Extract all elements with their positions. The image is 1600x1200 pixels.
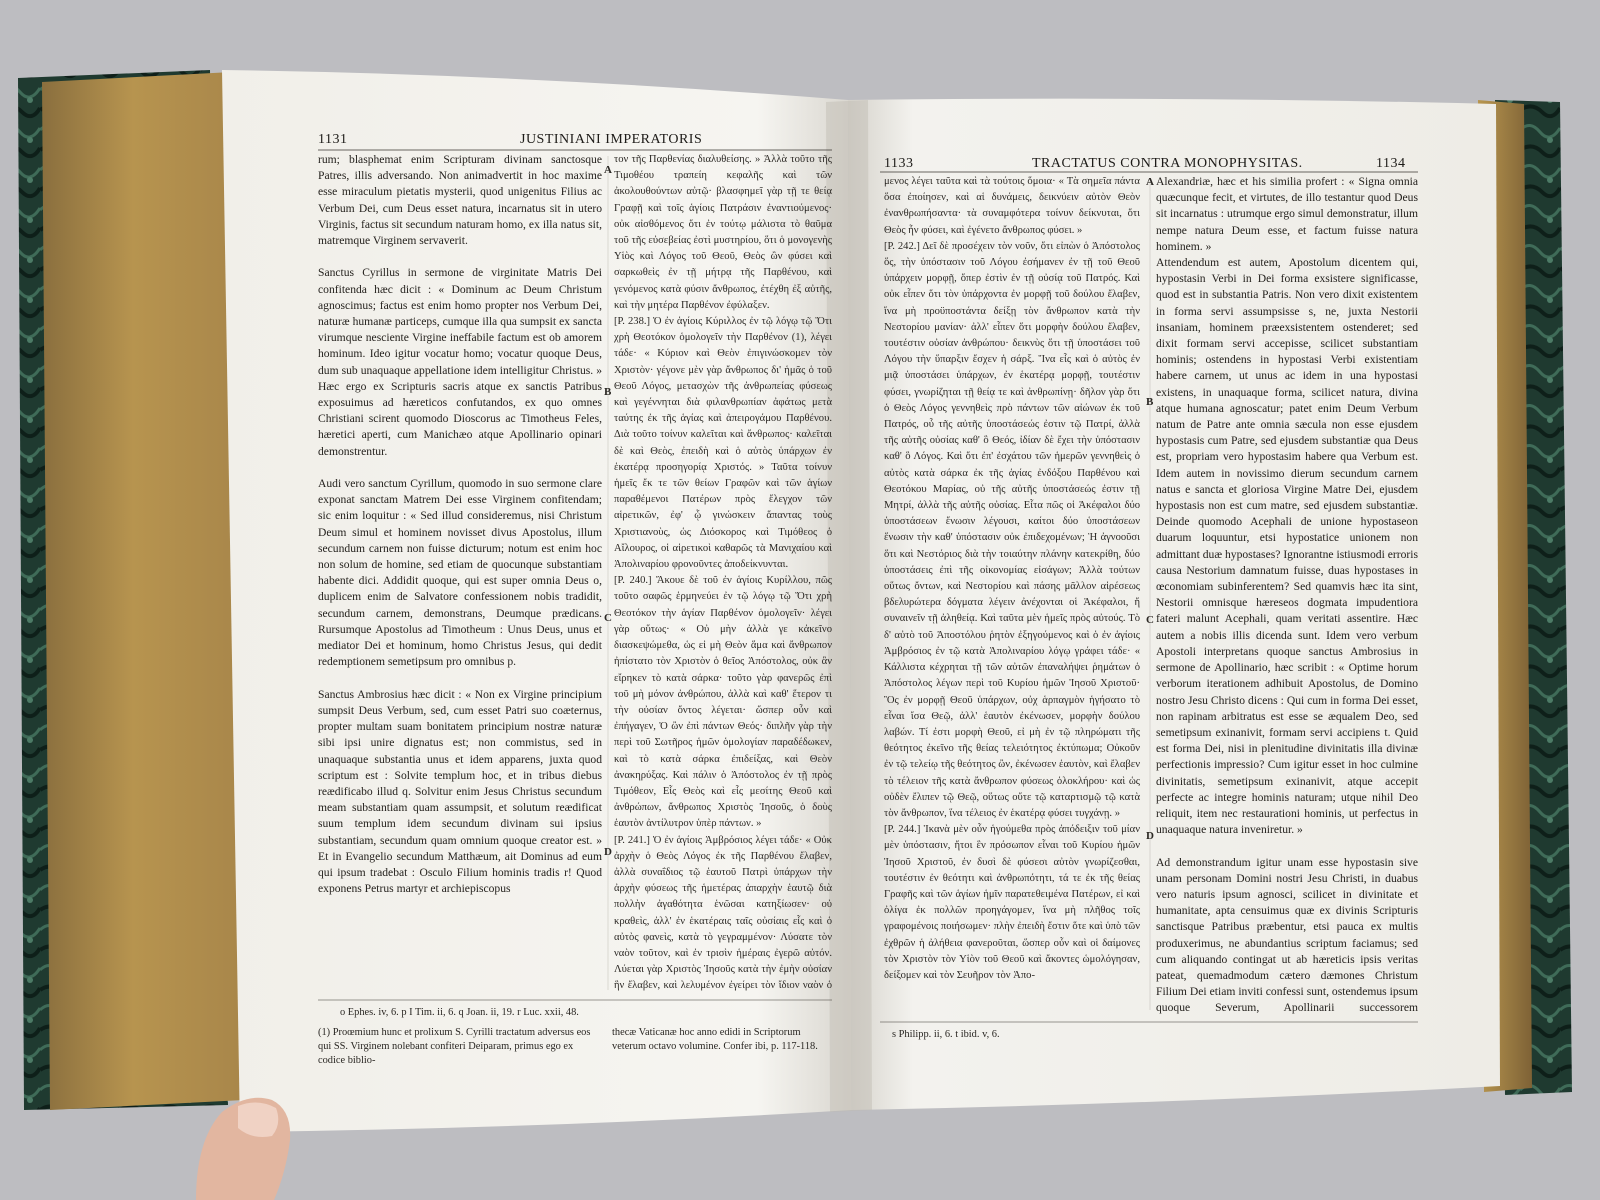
- left-footnote-1: (1) Proœmium hunc et prolixum S. Cyrilli tractatum adversus eos qui SS. Virginem nolebant confiteri Deiparam, primus ego ex codice biblio-: [318, 1027, 591, 1066]
- left-running-head: JUSTINIANI IMPERATORIS: [520, 132, 703, 147]
- margin-letter-d-right: D: [1146, 830, 1154, 842]
- margin-letter-a-right: A: [1146, 176, 1154, 188]
- margin-letter-c-left: C: [604, 612, 612, 624]
- margin-letter-d-left: D: [604, 846, 612, 858]
- margin-letter-b-right: B: [1146, 396, 1154, 408]
- left-page-edges: [42, 72, 244, 1110]
- right-latin-column: Alexandriæ, hæc et his similia profert : « Signa omnia quæcunque fecit, et virtutes, de illo testantur quod Deus sit incarnatus : utrumque ergo simul demonstratur, illum nempe natura Deum esse, et factum fuisse natura hominem. » Attendendum est autem, Apostolum dicentem qui, hypostasin Verbi in Dei forma exsistere significasse, quod est in substantia Patris. Non vero dixit existentem in forma servi assumpsisse s, ne, juxta Nestorii insaniam, hominem præexsistentem ostenderet; sed dixit formam servi accepisse, scilicet substantiam hominis; ostendens in hypostasi Verbi existentiam habere carnem, ut unus ac idem in una hypostasi existens, in unaquaque forma, scilicet natura, divina atque humana agnoscatur; patet enim Deum Verbum natum de Patre ante omnia sæcula non esse ejusdem hypostasis cum Patre, sed ejusdem substantiæ qua Deus est, propriam vero hypostasim habere qua Verbum est. Idem autem in novissimo dierum secundum carnem natus e sancta et gloriosa Virgine Matre Dei, ejusdem hypostasis non est cum matre, sed ejusdem substantiæ. Deinde quomodo Acephali de unione hypostaseon duarum loquuntur, etsi hypostatice unionem non admittant duæ hypostases? Ignorantne istiusmodi erroris causa Nestorium damnatum fuisse, duas hypostases in œconomiam subinferentem? Sed quamvis hæc ita sint, Nestorii omnisque hæreseos dogmata impudentiora fateri malunt Acephali, quam veritati assentire. Hæc autem a nobis illis dicenda sunt. Idem vero verbum Apostoli interpretans quoque sanctus Ambrosius in sermone de Apollinario, hæc scribit : « Optime horum verborum iterationem adhibuit Apostolus, de Domino nostro Jesu Christo dicens : Qui cum in forma Dei esset, non rapinam arbitratus est esse se æqualem Deo, sed semetipsum exinanivit, formam servi accipiens t. Quid est forma Dei, nisi in plenitudine divinitatis illa divinæ perfectionis impressio? Cum igitur esset in hoc culmine divinitatis, semetipsum exinanivit, atque accepit perfecte ac integre hominis naturam; utque nihil Deo reliquit, item nec restaurationi hominis, ut perfectus in unaquaque natura inveniretur. » Ad demonstrandum igitur unam esse hypostasin sive unam personam Domini nostri Jesu Christi, in duabus vero naturis ipsum agnosci, scilicet in divinitate et humanitate, apta censuimus quæ ex divinis Scripturis sanctisque Patribus præbentur, etsi pauca ex multis produxerimus, ne abundantius scriptum faciamus; sed cum aliquando contingat ut ab hæreticis ipsis veritas pateat, quemadmodum cætero dæmones Christum Filium Dei etiam inviti confessi sunt, ostendemus ipsum quoque Severum, Apollinarii successorem: [1156, 175, 1418, 1014]
- margin-letter-c-right: C: [1146, 614, 1154, 626]
- left-greek-column: τον τῆς Παρθενίας διαλυθείσης. » Ἀλλὰ τοῦτο τῆς Τιμοθέου τραπείη κεφαλῆς καὶ τῶν ἀκολουθούντων αὐτῷ· βλασφημεῖ γὰρ τῇ τε θείᾳ Γραφῇ καὶ τοῖς ἁγίοις Πατράσιν ἐναντιούμενος· οὐκ αἰσθόμενος ὅτι ἐν τούτῳ μάλιστα τὸ θαῦμα τοῦ τῆς εὐσεβείας ἐστὶ μυστηρίου, ὅτι ὁ μονογενὴς Υἱὸς καὶ Λόγος τοῦ Θεοῦ, Θεὸς ὢν φύσει καὶ σαρκωθεὶς ἐν τῇ μήτρᾳ τῆς Παρθένου, καὶ γενόμενος κατὰ φύσιν ἄνθρωπος, ἐτέχθη ἐξ αὐτῆς, καὶ τὴν μητέρα Παρθένον ἐφύλαξεν. [P. 238.] Ὁ ἐν ἁγίοις Κύριλλος ἐν τῷ λόγῳ τῷ Ὅτι χρὴ Θεοτόκον ὁμολογεῖν τὴν Παρθένον (1), λέγει τάδε· « Κύριον καὶ Θεὸν ἐπιγινώσκομεν τὸν Χριστὸν· γέγονε μὲν γὰρ ἄνθρωπος δι' ἡμᾶς ὁ τοῦ Θεοῦ Λόγος, μετασχὼν τῆς ἀνθρωπείας φύσεως καὶ γεγέννηται διὰ φιλανθρωπίαν ἀφάτως μετὰ ταύτης ἐκ τῆς ἁγίας καὶ ἀπειρογάμου Παρθένου. Διὰ τοῦτο τοίνυν καλεῖται καὶ ἄνθρωπος· καλεῖται δὲ καὶ Θεὸς, ἐπειδὴ καὶ ὁ αὐτὸς ὑπάρχων ἐν ἑκατέρᾳ προσηγορίᾳ Χριστός. » Ταῦτα τοίνυν ἡμεῖς ἔκ τε τῶν θείων Γραφῶν καὶ τῶν ἁγίων παραθέμενοι Πατέρων πρὸς ἔλεγχον τῶν αἱρετικῶν, ἐφ' ᾧ γινώσκειν ἅπαντας τοὺς Χριστιανοὺς, ὡς Διόσκορος καὶ Τιμόθεος ὁ Αἴλουρος, οἱ αἱρετικοὶ καθαρῶς τὰ Μανιχαίου καὶ Ἀπολιναρίου φρονοῦντες ἀποδείκνυνται. [P. 240.] Ἄκουε δὲ τοῦ ἐν ἁγίοις Κυρίλλου, πῶς τοῦτο σαφῶς ἑρμηνεύει ἐν τῷ λόγῳ τῷ Ὅτι χρὴ Θεοτόκον τὴν ἁγίαν Παρθένον ὁμολογεῖν· λέγει γὰρ οὕτως· « Οὐ μὴν ἀλλὰ γε κἀκεῖνο διασκεψώμεθα, ὡς εἰ μὴ Θεὸν ἅμα καὶ ἄνθρωπον ἠπίστατο τὸν Χριστὸν ὁ θεῖος Ἀπόστολος, οὐκ ἂν εἴρηκεν τὸ κατὰ σάρκα· τοῦτο γὰρ φανερῶς ἐπὶ τοῦ μὴ μόνον ἀνθρώπου, ἀλλὰ καὶ καθ' ἕτερον τι τὴν οὐσίαν ὄντος λέγεται· ὥσπερ οὖν καὶ ἐπήγαγεν, Ὁ ὢν ἐπὶ πάντων Θεός· διπλῆν γὰρ τὴν περὶ τοῦ Σωτῆρος ἡμῶν ὁμολογίαν παραδέδωκεν, καὶ τὸ κατὰ σάρκα ἐπιδείξας, καὶ Θεὸν ἀνακηρύξας. Καὶ πάλιν ὁ Ἀπόστολος ἐν τῇ πρὸς Τιμόθεον, Εἷς Θεὸς καὶ εἷς μεσίτης Θεοῦ καὶ ἀνθρώπων, ἄνθρωπος Χριστὸς Ἰησοῦς, ὁ δοὺς ἑαυτὸν ἀντίλυτρον ὑπὲρ πάντων. » [P. 241.] Ὁ ἐν ἁγίοις Ἀμβρόσιος λέγει τάδε· « Οὐκ ἀρχὴν ὁ Θεὸς Λόγος ἐκ τῆς Παρθένου ἔλαβεν, ἀλλὰ συναΐδιος τῷ ἑαυτοῦ Πατρὶ ὑπάρχων τὴν ἀρχὴν φύσεως τῆς ἡμετέρας ἀπαρχὴν ἑαυτῷ διὰ πολλὴν ἀγαθότητα ἑνῶσαι κατηξίωσεν· οὐ κραθεὶς, ἀλλ' ἐν ἑκατέραις ταῖς οὐσίαις εἷς καὶ ὁ αὐτὸς φανεὶς, κατὰ τὸ γεγραμμένον· Λύσατε τὸν ναὸν τοῦτον, καὶ ἐν τρισὶν ἡμέραις ἐγερῶ αὐτόν. Λύεται γὰρ Χριστὸς Ἰησοῦς κατὰ τὴν ἐμὴν οὐσίαν ἣν ἔλαβεν, καὶ λελυμένον ἐγείρει τὸν ἴδιον ναὸν ὁ: [614, 154, 832, 992]
- right-page-number-right: 1134: [1376, 156, 1406, 171]
- left-page-number: 1131: [318, 132, 348, 147]
- left-latin-column: rum; blasphemat enim Scripturam divinam sanctosque Patres, illis adversando. Non animadvertit in hoc maxime esse miraculum pietatis mysterii, quod unigenitus Filius ac Verbum Dei, cum Deus esset natura, incarnatus sit in utero Virginis, factus sit secundum naturam homo, ex illa natus sit, matremque Virginem servaverit. Sanctus Cyrillus in sermone de virginitate Matris Dei confitenda hæc dicit : « Dominum ac Deum Christum agnoscimus; factus est enim homo propter nos Verbum Dei, naturæ humanæ particeps, cumque illa qua sumpsit ex sancta virumque nesciente Virgine ineffabile factum est ob amorem hominum. Ideo igitur vocatur homo; vocatur quoque Deus, dum sub unaquaque appellatione idem intelligitur Christus. » Hæc ergo ex Scripturis sacris atque ex sanctis Patribus exposuimus ad hæreticos confutandos, ex quo omnes Christiani scirent quomodo Dioscorus ac Timotheus Feles, hæretici aperti, cum Manichæo atque Apollinario opinari demonstrentur. Audi vero sanctum Cyrillum, quomodo in suo sermone clare exponat sanctam Matrem Dei esse Virginem confitendam; sic enim loquitur : « Sed illud consideremus, nisi Christum Deum simul et hominem novisset divus Apostolus, illum secundum carnem non fuisse dicturum; notum est enim hoc non solum de homine, sed etiam de quocunque substantiam habente dici. Addidit quoque, qui est super omnia Deus o, duplicem enim de Salvatore confessionem nobis tradidit, secundum carnem, demonstrans, Deumque prædicans. Rursumque Apostolus ad Timotheum : Unus Deus, unus et mediator Dei et hominum, homo Christus Jesus, qui dedit redemptionem semetipsum pro omnibus p. Sanctus Ambrosius hæc dicit : « Non ex Virgine principium sumpsit Deus Verbum, sed, cum esset Patri suo coæternus, propter multam suam bonitatem principium nostræ naturæ sibi ipsi unire dignatus est; non commistus, sed in unaquaque substantia unus et idem apparens, juxta quod scriptum est : Solvite templum hoc, et in tribus diebus reædificabo illud q. Solvitur enim Jesus Christus secundum meam substantiam quam assumpsit, et solutum reædificat suum templum idem secundum divinam sui ipsius substantiam, secundum quam omnium quoque creator est. » Et in Evangelio secundum Matthæum, ait Dominus ad eum qui ipsum tradebat : Osculo Filium hominis tradis r! Quod exponens Petrus martyr et archiepiscopus: [318, 153, 602, 896]
- thumbnail-nail: [238, 1102, 278, 1137]
- margin-letter-a-left: A: [604, 164, 612, 176]
- left-footnote-refs: o Ephes. iv, 6. p I Tim. ii, 6. q Joan. ii, 19. r Luc. xxii, 48.: [340, 1007, 579, 1018]
- right-footnote-refs: s Philipp. ii, 6. t ibid. v, 6.: [892, 1029, 1000, 1040]
- right-running-head: TRACTATUS CONTRA MONOPHYSITAS.: [1032, 156, 1303, 171]
- right-greek-column: μενος λέγει ταῦτα καὶ τὰ τούτοις ὅμοια· « Τὰ σημεῖα πάντα ὅσα ἐποίησεν, καὶ αἱ δυνάμεις, δεικνύειν αὐτὸν Θεὸν ἐνανθρωπήσαντα· τὰ συναμφότερα τοίνυν δείκνυται, ὅτι Θεὸς ἦν φύσει, καὶ ἐγένετο ἄνθρωπος φύσει. » [P. 242.] Δεῖ δὲ προσέχειν τὸν νοῦν, ὅτι εἰπὼν ὁ Ἀπόστολος ὅς, τὴν ὑπόστασιν τοῦ Λόγου ἐσήμανεν ἐν τῇ τοῦ Θεοῦ ὑπάρχειν μορφῇ, ὅπερ ἐστὶν ἐν τῇ οὐσίᾳ τοῦ Πατρός. Καὶ οὐκ εἶπεν ὅτι τὸν ὑπάρχοντα ἐν μορφῇ τοῦ δούλου ἔλαβεν, ἵνα μὴ προϋποστάντα δείξῃ τὸν ἄνθρωπον κατὰ τὴν Νεστορίου μανίαν· ἀλλ' εἶπεν ὅτι μορφὴν δούλου ἔλαβεν, τουτέστιν οὐσίαν ἀνθρώπου· δεικνὺς ὅτι τῇ ὑποστάσει τοῦ Λόγου τὴν ὕπαρξιν ἔσχεν ἡ σάρξ. Ἵνα εἷς καὶ ὁ αὐτὸς ἐν μιᾷ ὑποστάσει ὑπάρχων, ἐν ἑκατέρᾳ μορφῇ, τουτέστιν φύσει, γνωρίζηται τῇ θείᾳ τε καὶ ἀνθρωπίνῃ· δῆλον γὰρ ὅτι ὁ Θεὸς Λόγος γεννηθεὶς πρὸ πάντων τῶν αἰώνων ἐκ τοῦ Πατρός, οὗ τῆς αὐτῆς ὑποστάσεώς ἐστιν τῷ Πατρί, ἀλλὰ τῆς αὐτῆς οὐσίας καθ' ὃ Θεός, ἰδίαν δὲ ἔχει τὴν ὑπόστασιν καθ' ὃ Λόγος. Καὶ ὅτι ἐπ' ἐσχάτου τῶν ἡμερῶν γεννηθεὶς ὁ αὐτὸς κατὰ σάρκα ἐκ τῆς ἁγίας ἐνδόξου Παρθένου καὶ Θεοτόκου Μαρίας, οὐ τῆς αὐτῆς ὑποστάσεώς ἐστιν τῇ Μητρί, ἀλλὰ τῆς αὐτῆς οὐσίας. Εἶτα πῶς οἱ Ἀκέφαλοι δύο ὑποστάσεων ἕνωσιν λέγουσι, καίτοι δύο ὑποστάσεων ἕνωσιν τὴν καθ' ὑπόστασιν οὐκ ἐπιδεχομένων; Ἡ ἀγνοοῦσι ὅτι καὶ Νεστόριος διὰ τὴν τοιαύτην πλάνην κατεκρίθη, δύο ὑποστάσεις ἐπὶ τῆς οἰκονομίας εἰσάγων; Ἀλλὰ τούτων οὕτως ὄντων, καὶ Νεστορίου καὶ πάσης μᾶλλον αἱρέσεως βδελυρώτερα δόγματα λέγειν ἀνέχονται οἱ Ἀκέφαλοι, ἤ συναινεῖν τῇ ἀληθείᾳ. Καὶ ταῦτα μὲν ἡμεῖς πρὸς αὐτούς. Τὸ δ' αὐτὸ τοῦ Ἀποστόλου ῥητὸν ἐξηγούμενος καὶ ὁ ἐν ἁγίοις Ἀμβρόσιος ἐν τῷ κατὰ Ἀπολιναρίου λόγῳ γράφει τάδε· « Κάλλιστα κέχρηται τῇ τῶν αὐτῶν ἐπαναλήψει ῥημάτων ὁ Ἀπόστολος λέγων περὶ τοῦ Κυρίου ἡμῶν Ἰησοῦ Χριστοῦ· Ὃς ἐν μορφῇ Θεοῦ ὑπάρχων, οὐχ ἁρπαγμὸν ἡγήσατο τὸ εἶναι ἴσα Θεῷ, ἀλλ' ἑαυτὸν ἐκένωσεν, μορφὴν δούλου λαβών. Τί ἐστι μορφὴ Θεοῦ, εἰ μὴ ἐν τῷ πληρώματι τῆς θεότητος ἐκεῖνο τῆς θείας τελειότητος ἐκτύπωμα; Οὐκοῦν ἐν τῷ τελείῳ τῆς θεότητος ὢν, ἐκένωσεν ἑαυτὸν, καὶ ἔλαβεν τὸ τέλειον τῆς κατὰ ἄνθρωπον φύσεως ὁλοκλήρου· καὶ ὡς οὐδὲν ἔλιπεν τῷ Θεῷ, οὕτως οὔτε τῷ καταρτισμῷ τῷ κατὰ τὸν ἄνθρωπον, ἵνα τέλειος ἐν ἑκατέρᾳ φύσει τυγχάνῃ. » [P. 244.] Ἱκανὰ μὲν οὖν ἡγούμεθα πρὸς ἀπόδειξιν τοῦ μίαν μὲν ὑπόστασιν, ἤτοι ἓν πρόσωπον εἶναι τοῦ Κυρίου ἡμῶν Ἰησοῦ Χριστοῦ, ἐν δυσὶ δὲ φύσεσι αὐτὸν γνωρίζεσθαι, τουτέστιν ἐν θεότητι καὶ ἀνθρωπότητι, τά τε ἐκ τῆς θείας Γραφῆς καὶ τῶν ἁγίων ἡμῖν παρατεθειμένα Πατέρων, εἰ καὶ ὀλίγα ἐκ πολλῶν προηγάγομεν, ἵνα μὴ πλῆθος τοῖς γραφομένοις ποιήσωμεν· πλὴν ἐπειδὴ ἔστιν ὅτε καὶ ὑπὸ τῶν ἐχθρῶν ἡ ἀλήθεια φανεροῦται, ὥσπερ οὖν καὶ οἱ δαίμονες τὸν Χριστὸν τὸν Υἱὸν τοῦ Θεοῦ καὶ ἄκοντες ὡμολόγησαν, δείξομεν καὶ τὸν Σευῆρον τὸν Ἀπο-: [884, 176, 1140, 981]
- left-footnote-2: thecæ Vaticanæ hoc anno edidi in Scriptorum veterum octavo volumine. Confer ibi, p. 117-118.: [612, 1027, 818, 1052]
- right-page-number-left: 1133: [884, 156, 914, 171]
- gutter-shadow: [826, 100, 872, 1112]
- margin-letter-b-left: B: [604, 386, 612, 398]
